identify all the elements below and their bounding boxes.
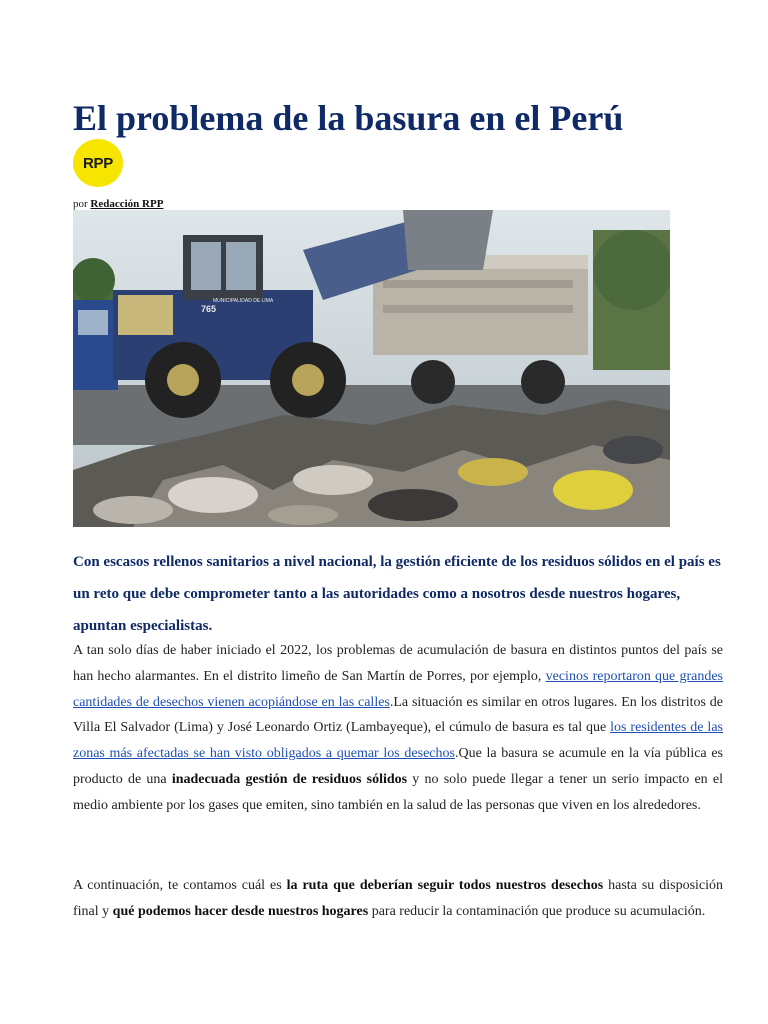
loader-label: MUNICIPALIDAD DE LIMA [213, 298, 274, 304]
article-photo [73, 210, 670, 527]
p1-text-1: A tan solo días de haber iniciado el 2022, los problemas de acumulación de basura en distintos puntos del país se han hecho alarmantes. En el distrito limeño de San Martín de Porres, por ejemplo, [73, 643, 723, 684]
article-title: El problema de la basura en el Perú [73, 98, 624, 138]
p1-text-3: .Que la basura se acumule en la vía pública es producto de una [73, 746, 723, 787]
p1-text-2: .La situación es similar en otros lugares. En los distritos de Villa El Salvador (Lima) y José Leonardo Ortiz (Lambayeque), el cúmulo de basura es tal que [73, 694, 724, 736]
rpp-logo-text: RPP [83, 154, 113, 172]
paragraph-2 [73, 873, 723, 925]
p2-text-1: A continuación, te contamos cuál es [73, 878, 287, 893]
p2-bold-ruta: la ruta que deberían seguir todos nuestros desechos [286, 878, 604, 893]
link-vecinos-reportaron[interactable]: vecinos reportaron que grandes cantidades de desechos vienen acopiándose en las calles [73, 668, 723, 710]
article-lead: Con escasos rellenos sanitarios a nivel nacional, la gestión eficiente de los residuos sólidos en el país es un reto que debe comprometer tanto a las autoridades como a nosotros desde nuestros hogares, apuntan especialistas. [73, 554, 721, 634]
p1-bold-gestion: inadecuada gestión de residuos sólidos [171, 771, 408, 787]
p1-text-4: y no solo puede llegar a tener un serio impacto en el medio ambiente por los gases que emiten, sino también en la salud de las personas que viven en los alrededores. [73, 771, 723, 813]
byline [73, 197, 163, 211]
p2-bold-hogares: qué podemos hacer desde nuestros hogares [112, 903, 369, 919]
rpp-logo[interactable] [73, 139, 123, 187]
p2-text-2: hasta su disposición final y [73, 878, 724, 919]
link-residentes-queman[interactable]: los residentes de las zonas más afectadas se han visto obligados a quemar los desechos [73, 720, 723, 762]
author-link[interactable]: Redacción RPP [90, 198, 164, 210]
loader-number: 765 [201, 304, 217, 314]
byline-prefix: por [73, 198, 91, 210]
garbage-loader-photo [73, 210, 670, 527]
p2-text-3: para reducir la contaminación que produce su acumulación. [368, 903, 706, 919]
paragraph-1 [73, 638, 723, 819]
